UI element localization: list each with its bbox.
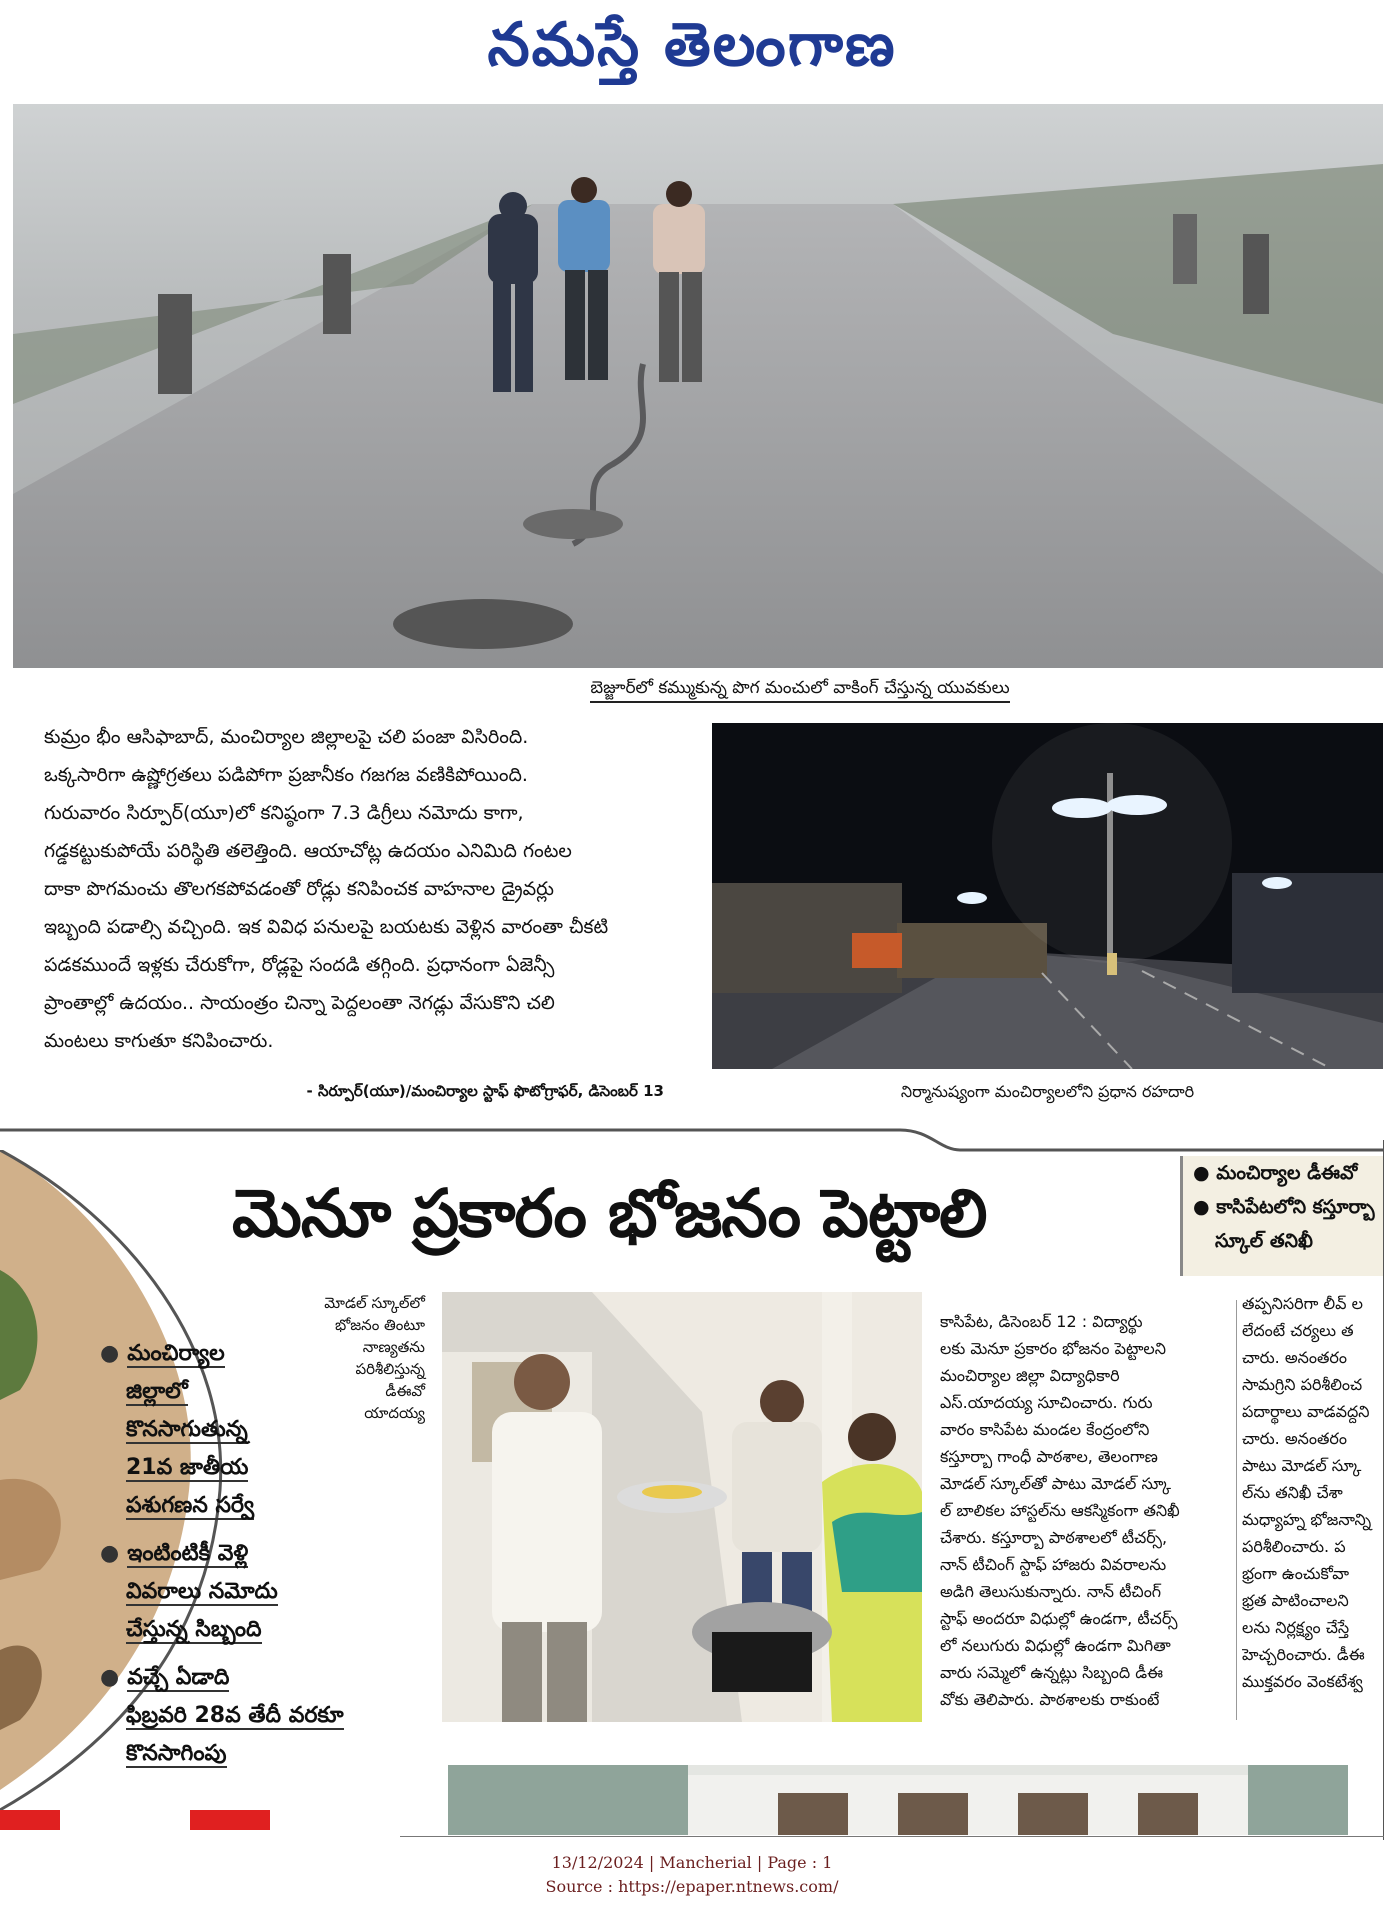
sidebar-item-line: జిల్లాలో: [126, 1379, 188, 1404]
story2-col2-line: సామగ్రిని పరిశీలించ: [1242, 1375, 1363, 1394]
footer-source: Source : https://epaper.ntnews.com/: [545, 1877, 839, 1896]
story2-col2-line: పదార్థాలు వాడవద్దని: [1242, 1402, 1370, 1421]
sidebar-item: [100, 1659, 400, 1773]
story2-col1-line: వారం కాసిపేట మండల కేంద్రంలోని: [940, 1420, 1150, 1439]
masthead-title: నమస్తే తెలంగాణ: [487, 10, 897, 80]
story1-line: పడకముందే ఇళ్లకు చేరుకోగా, రోడ్లపై సందడి తగ్గింది. ప్రధానంగా ఏజెన్సీ: [44, 954, 555, 976]
story1-line: గడ్డకట్టుకుపోయే పరిస్థితి తలెత్తింది. ఆయాచోట్ల ఉదయం ఎనిమిది గంటల: [44, 840, 572, 862]
story1-byline: - సిర్పూర్(యూ)/మంచిర్యాల స్టాఫ్ ఫొటోగ్రాఫర్, డిసెంబర్ 13: [306, 1082, 664, 1100]
story2-col2-line: లేదంటే చర్యలు త: [1242, 1321, 1354, 1340]
photo-school-building: [448, 1765, 1348, 1835]
bullet-icon: ●: [100, 1665, 120, 1690]
photo2-caption: నిర్మానుష్యంగా మంచిర్యాలలోని ప్రధాన రహదారి: [900, 1082, 1195, 1101]
sidebar-item-line: ఫిబ్రవరి 28వ తేదీ వరకూ: [126, 1703, 344, 1728]
story2-col2-line: పాటు మోడల్ స్కూ: [1242, 1456, 1362, 1475]
story1-line: మంటలు కాగుతూ కనిపించారు.: [44, 1030, 274, 1052]
subhead-text: కాసిపేటలోని కస్తూర్బా: [1216, 1196, 1375, 1218]
story2-col1-line: అడిగి తెలుసుకున్నారు. నాన్ టీచింగ్: [940, 1582, 1162, 1601]
story2-col2-line: చారు. అనంతరం: [1242, 1348, 1348, 1367]
photo1-caption-text: బెజ్జూర్‌లో కమ్ముకున్న పొగ మంచులో వాకింగ్ చేస్తున్న యువకులు: [590, 678, 1009, 703]
story2-headline: మెనూ ప్రకారం భోజనం పెట్టాలి: [232, 1175, 987, 1252]
story1-body: [44, 718, 684, 1060]
story2-col2-line: చారు. అనంతరం: [1242, 1429, 1348, 1448]
page-border-bottom: [400, 1836, 1384, 1837]
story2-col1-line: చేశారు. కస్తూర్బా పాఠశాలలో టీచర్స్,: [940, 1528, 1168, 1547]
sidebar-item-line: మంచిర్యాల: [127, 1341, 225, 1366]
subhead-text: మంచిర్యాల డీఈవో: [1216, 1162, 1358, 1184]
subhead-text: స్కూల్ తనిఖీ: [1215, 1230, 1313, 1252]
photo1-caption: [300, 678, 1300, 702]
story1-line: ఇబ్బంది పడాల్సి వచ్చింది. ఇక వివిధ పనులపై బయటకు వెళ్లిన వారంతా చీకటి: [44, 916, 609, 938]
side-caption-line: నాణ్యతను: [362, 1338, 425, 1356]
story2-col1: [940, 1308, 1230, 1713]
footer-date-edition: 13/12/2024 | Mancherial | Page : 1: [551, 1853, 833, 1872]
bullet-icon: ●: [100, 1341, 120, 1366]
sidebar-item-line: ఇంటింటికీ వెళ్లి: [127, 1541, 249, 1566]
story2-col2-line: ముక్తవరం వెంకటేశ్వ: [1242, 1672, 1363, 1691]
column-divider: [1236, 1300, 1237, 1720]
story1-line: గురువారం సిర్పూర్(యూ)లో కనిష్ఠంగా 7.3 డిగ్రీలు నమోదు కాగా,: [44, 802, 524, 824]
sidebar-item-line: 21వ జాతీయ: [126, 1455, 249, 1480]
story2-col1-line: నాన్ టీచింగ్ స్టాఫ్ హాజరు వివరాలను: [940, 1555, 1167, 1574]
side-caption-line: పరిశీలిస్తున్న: [355, 1360, 425, 1378]
story2-col2-line: హెచ్చరించారు. డీఈ: [1242, 1645, 1365, 1664]
story2-col2-line: లను నిర్లక్ష్యం చేస్తే: [1242, 1618, 1350, 1637]
story2-col1-line: లో నలుగురు విధుల్లో ఉండగా మిగితా: [940, 1636, 1171, 1655]
side-caption-line: డీఈవో: [385, 1382, 425, 1400]
story2-col2-line: తప్పనిసరిగా లీవ్ ల: [1242, 1294, 1363, 1313]
bullet-icon: ●: [1193, 1162, 1210, 1184]
photo-deo-inspection: [442, 1292, 922, 1722]
story2-col2-line: మధ్యాహ్న భోజనాన్ని: [1242, 1510, 1372, 1529]
story1-line: ఒక్కసారిగా ఉష్ణోగ్రతలు పడిపోగా ప్రజానీకం గజగజ వణికిపోయింది.: [44, 764, 528, 786]
side-caption-line: మోడల్ స్కూల్‌లో: [324, 1294, 425, 1312]
side-caption-line: యాదయ్య: [364, 1404, 425, 1422]
story2-col1-line: వోకు తెలిపారు. పాఠశాలకు రాకుంటే: [940, 1690, 1160, 1709]
story2-subheads: [1180, 1156, 1384, 1276]
story2-photo-side-caption: [295, 1292, 425, 1424]
sidebar-item-line: కొనసాగింపు: [126, 1741, 227, 1766]
subhead-item: [1183, 1156, 1384, 1190]
story2-col2-line: ల్‌ను తనిఖీ చేశా: [1242, 1483, 1343, 1502]
photo-foggy-road: [13, 104, 1383, 668]
story2-col1-line: ఎస్.యాదయ్య సూచించారు. గురు: [940, 1393, 1153, 1412]
photo-night-road: [712, 723, 1383, 1069]
story1-line: కుమ్రం భీం ఆసిఫాబాద్, మంచిర్యాల జిల్లాలపై చలి పంజా విసిరింది.: [44, 726, 529, 748]
story2-col1-line: వారు సమ్మెలో ఉన్నట్లు సిబ్బంది డీఈ: [940, 1663, 1164, 1682]
story1-line: దాకా పొగమంచు తొలగకపోవడంతో రోడ్లు కనిపించక వాహనాల డ్రైవర్లు: [44, 878, 554, 900]
story2-col2: [1242, 1290, 1384, 1695]
bullet-icon: ●: [100, 1541, 120, 1566]
story2-col1-line: స్టాఫ్ అందరూ విధుల్లో ఉండగా, టీచర్స్: [940, 1609, 1178, 1628]
sidebar-item-line: వచ్చే ఏడాది: [127, 1665, 230, 1690]
story2-col1-line: లకు మెనూ ప్రకారం భోజనం పెట్టాలని: [940, 1339, 1167, 1358]
subhead-item: [1183, 1224, 1384, 1258]
story2-col1-line: మంచిర్యాల జిల్లా విద్యాధికారి: [940, 1366, 1120, 1385]
story2-col2-line: పరిశీలించారు. ప: [1242, 1537, 1346, 1556]
sidebar-item-line: వివరాలు నమోదు: [126, 1579, 278, 1604]
story2-col1-line: కస్తూర్బా గాంధీ పాఠశాల, తెలంగాణ: [940, 1447, 1158, 1466]
story1-line: ప్రాంతాల్లో ఉదయం.. సాయంత్రం చిన్నా పెద్దలంతా నెగడ్లు వేసుకొని చలి: [44, 992, 555, 1014]
sidebar-item-line: పశుగణన సర్వే: [126, 1493, 255, 1518]
sidebar-item-line: కొనసాగుతున్న: [126, 1417, 248, 1442]
bullet-icon: ●: [1193, 1196, 1210, 1218]
story2-col1-line: మోడల్ స్కూల్‌తో పాటు మోడల్ స్కూ: [940, 1474, 1172, 1493]
sidebar-item: [100, 1535, 400, 1649]
story2-col2-line: భ్రంగా ఉంచుకోవా: [1242, 1564, 1350, 1583]
story2-col2-line: భ్రత పాటించాలని: [1242, 1591, 1349, 1610]
story2-col1-line: ల్ బాలికల హాస్టల్‌ను ఆకస్మికంగా తనిఖీ: [940, 1501, 1180, 1520]
story2-col1-line: కాసిపేట, డిసెంబర్ 12 : విద్యార్థు: [940, 1312, 1143, 1331]
sidebar-item-line: చేస్తున్న సిబ్బంది: [126, 1617, 262, 1642]
subhead-item: [1183, 1190, 1384, 1224]
side-caption-line: భోజనం తింటూ: [334, 1316, 425, 1334]
